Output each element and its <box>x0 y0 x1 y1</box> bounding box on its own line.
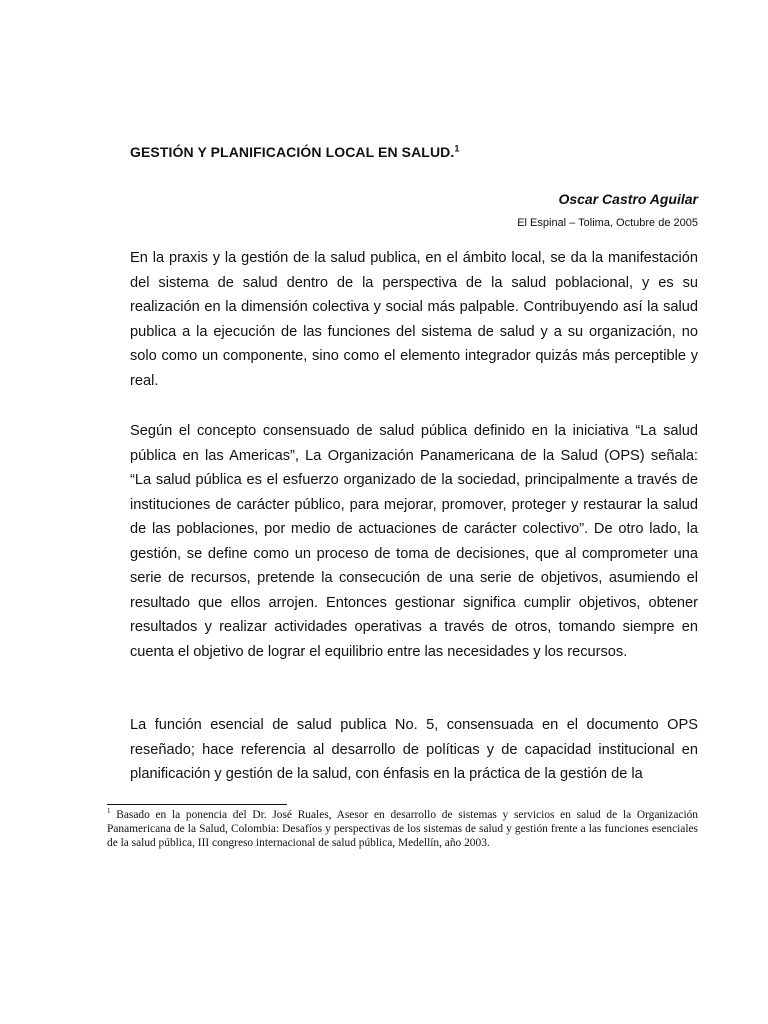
body-paragraph-2: Según el concepto consensuado de salud pública definido en la iniciativa “La salud pública en las Americas”, La Organización Panamericana de la Salud (OPS) señala: “La salud pública es el esfuerzo organizado de la sociedad, principalmente a través de instituciones de carácter público, para mejorar, promover, proteger y restaurar la salud de las poblaciones, por medio de actuaciones de carácter colectivo”. De otro lado, la gestión, se define como un proceso de toma de decisiones, que al comprometer una serie de recursos, pretende la consecución de una serie de objetivos, asumiendo el resultado que ellos arrojen. Entonces gestionar significa cumplir objetivos, obtener resultados y realizar actividades operativas a través de otros, tomando siempre en cuenta el objetivo de lograr el equilibrio entre las necesidades y los recursos. <box>130 423 698 660</box>
document-title-text: GESTIÓN Y PLANIFICACIÓN LOCAL EN SALUD. <box>130 144 455 160</box>
title-footnote-mark: 1 <box>454 143 460 154</box>
author-name: Oscar Castro Aguilar <box>558 191 698 207</box>
document-title <box>130 144 459 160</box>
body-paragraph-3: La función esencial de salud publica No. 5, consensuada en el documento OPS reseñado; hace referencia al desarrollo de políticas y de capacidad institucional en planificación y gestión de la salud, con énfasis en la práctica de la gestión de la <box>130 717 698 782</box>
footnote <box>107 808 698 850</box>
location-date: El Espinal – Tolima, Octubre de 2005 <box>517 217 698 229</box>
body-paragraph-1: En la praxis y la gestión de la salud publica, en el ámbito local, se da la manifestación del sistema de salud dentro de la perspectiva de la salud poblacional, y es su realización en la dimensión colectiva y social más palpable. Contribuyendo así la salud publica a la ejecución de las funciones del sistema de salud y a su organización, no solo como un componente, sino como el elemento integrador quizás más perceptible y real. <box>130 250 698 389</box>
footnote-divider <box>107 804 287 805</box>
footnote-text: Basado en la ponencia del Dr. José Ruales, Asesor en desarrollo de sistemas y servicios en salud de la Organización Panamericana de la Salud, Colombia: Desafíos y perspectivas de los sistemas de salud y gestión frente a las funciones esenciales de la salud pública, III congreso internacional de salud pública, Medellín, año 2003. <box>107 809 698 849</box>
footnote-mark: 1 <box>107 807 111 816</box>
